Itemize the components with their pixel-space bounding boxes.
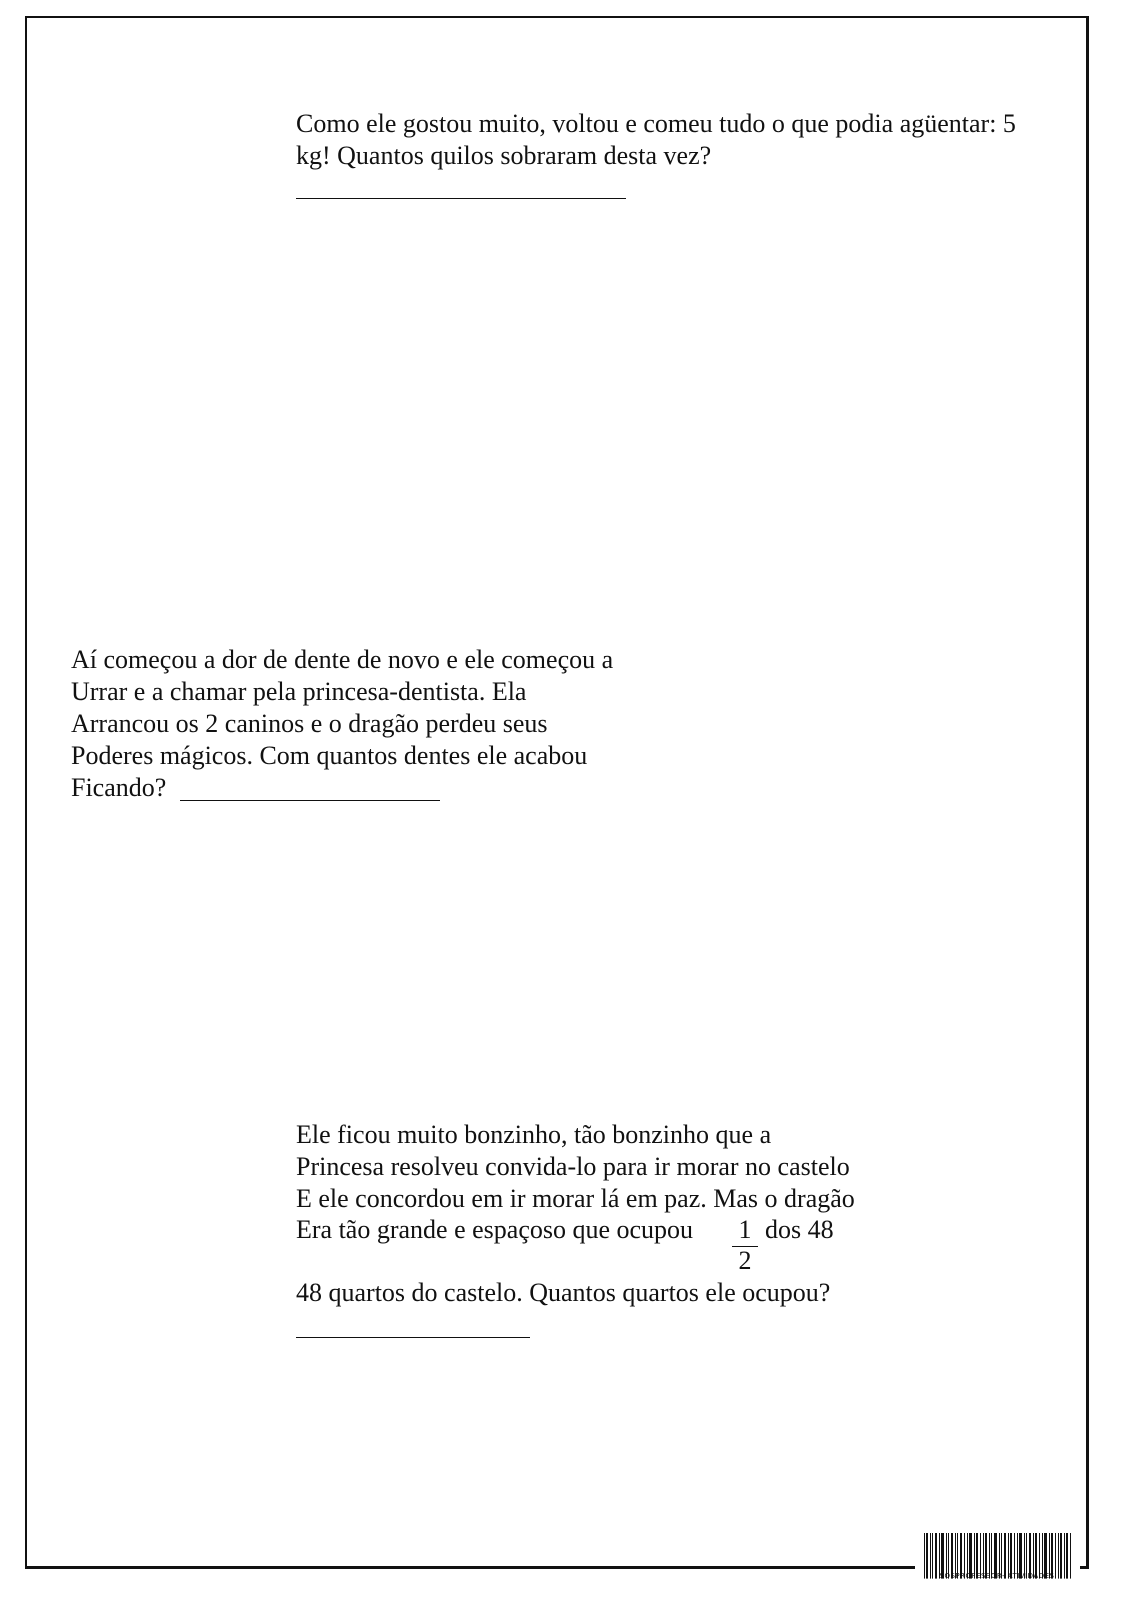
answer-blank-2[interactable] (180, 776, 440, 801)
answer-blank-1[interactable] (296, 174, 626, 199)
fraction-numerator: 1 (732, 1214, 758, 1247)
question-2-line-2: Urrar e a chamar pela princesa-dentista. Ela (71, 677, 527, 706)
page-border-bottom (25, 1566, 915, 1569)
page-border-bottom-right (1080, 1566, 1089, 1569)
question-3-line-3: E ele concordou em ir morar lá em paz. Mas o dragão (296, 1184, 855, 1213)
question-3-line-4-end: dos 48 (765, 1215, 834, 1244)
barcode-label: SOSPROFESSOR- ATIVIDADES (939, 1572, 1055, 1580)
question-2-line-1: Aí começou a dor de dente de novo e ele começou a (71, 645, 614, 674)
question-1-line-2: kg! Quantos quilos sobraram desta vez? (296, 141, 712, 170)
question-2-line-4: Poderes mágicos. Com quantos dentes ele acabou (71, 741, 588, 770)
question-2-line-3: Arrancou os 2 caninos e o dragão perdeu seus (71, 709, 548, 738)
question-2-line-5: Ficando? (71, 773, 167, 802)
question-1-line-1: Como ele gostou muito, voltou e comeu tudo o que podia agüentar: 5 (296, 109, 1016, 138)
question-3-line-5: 48 quartos do castelo. Quantos quartos ele ocupou? (296, 1278, 831, 1307)
fraction-denominator: 2 (738, 1246, 752, 1275)
question-3-line-2: Princesa resolveu convida-lo para ir morar no castelo (296, 1152, 850, 1181)
question-3-line-4: Era tão grande e espaçoso que ocupou (296, 1215, 694, 1244)
answer-blank-3[interactable] (296, 1313, 530, 1338)
question-3-line-1: Ele ficou muito bonzinho, tão bonzinho que a (296, 1120, 772, 1149)
